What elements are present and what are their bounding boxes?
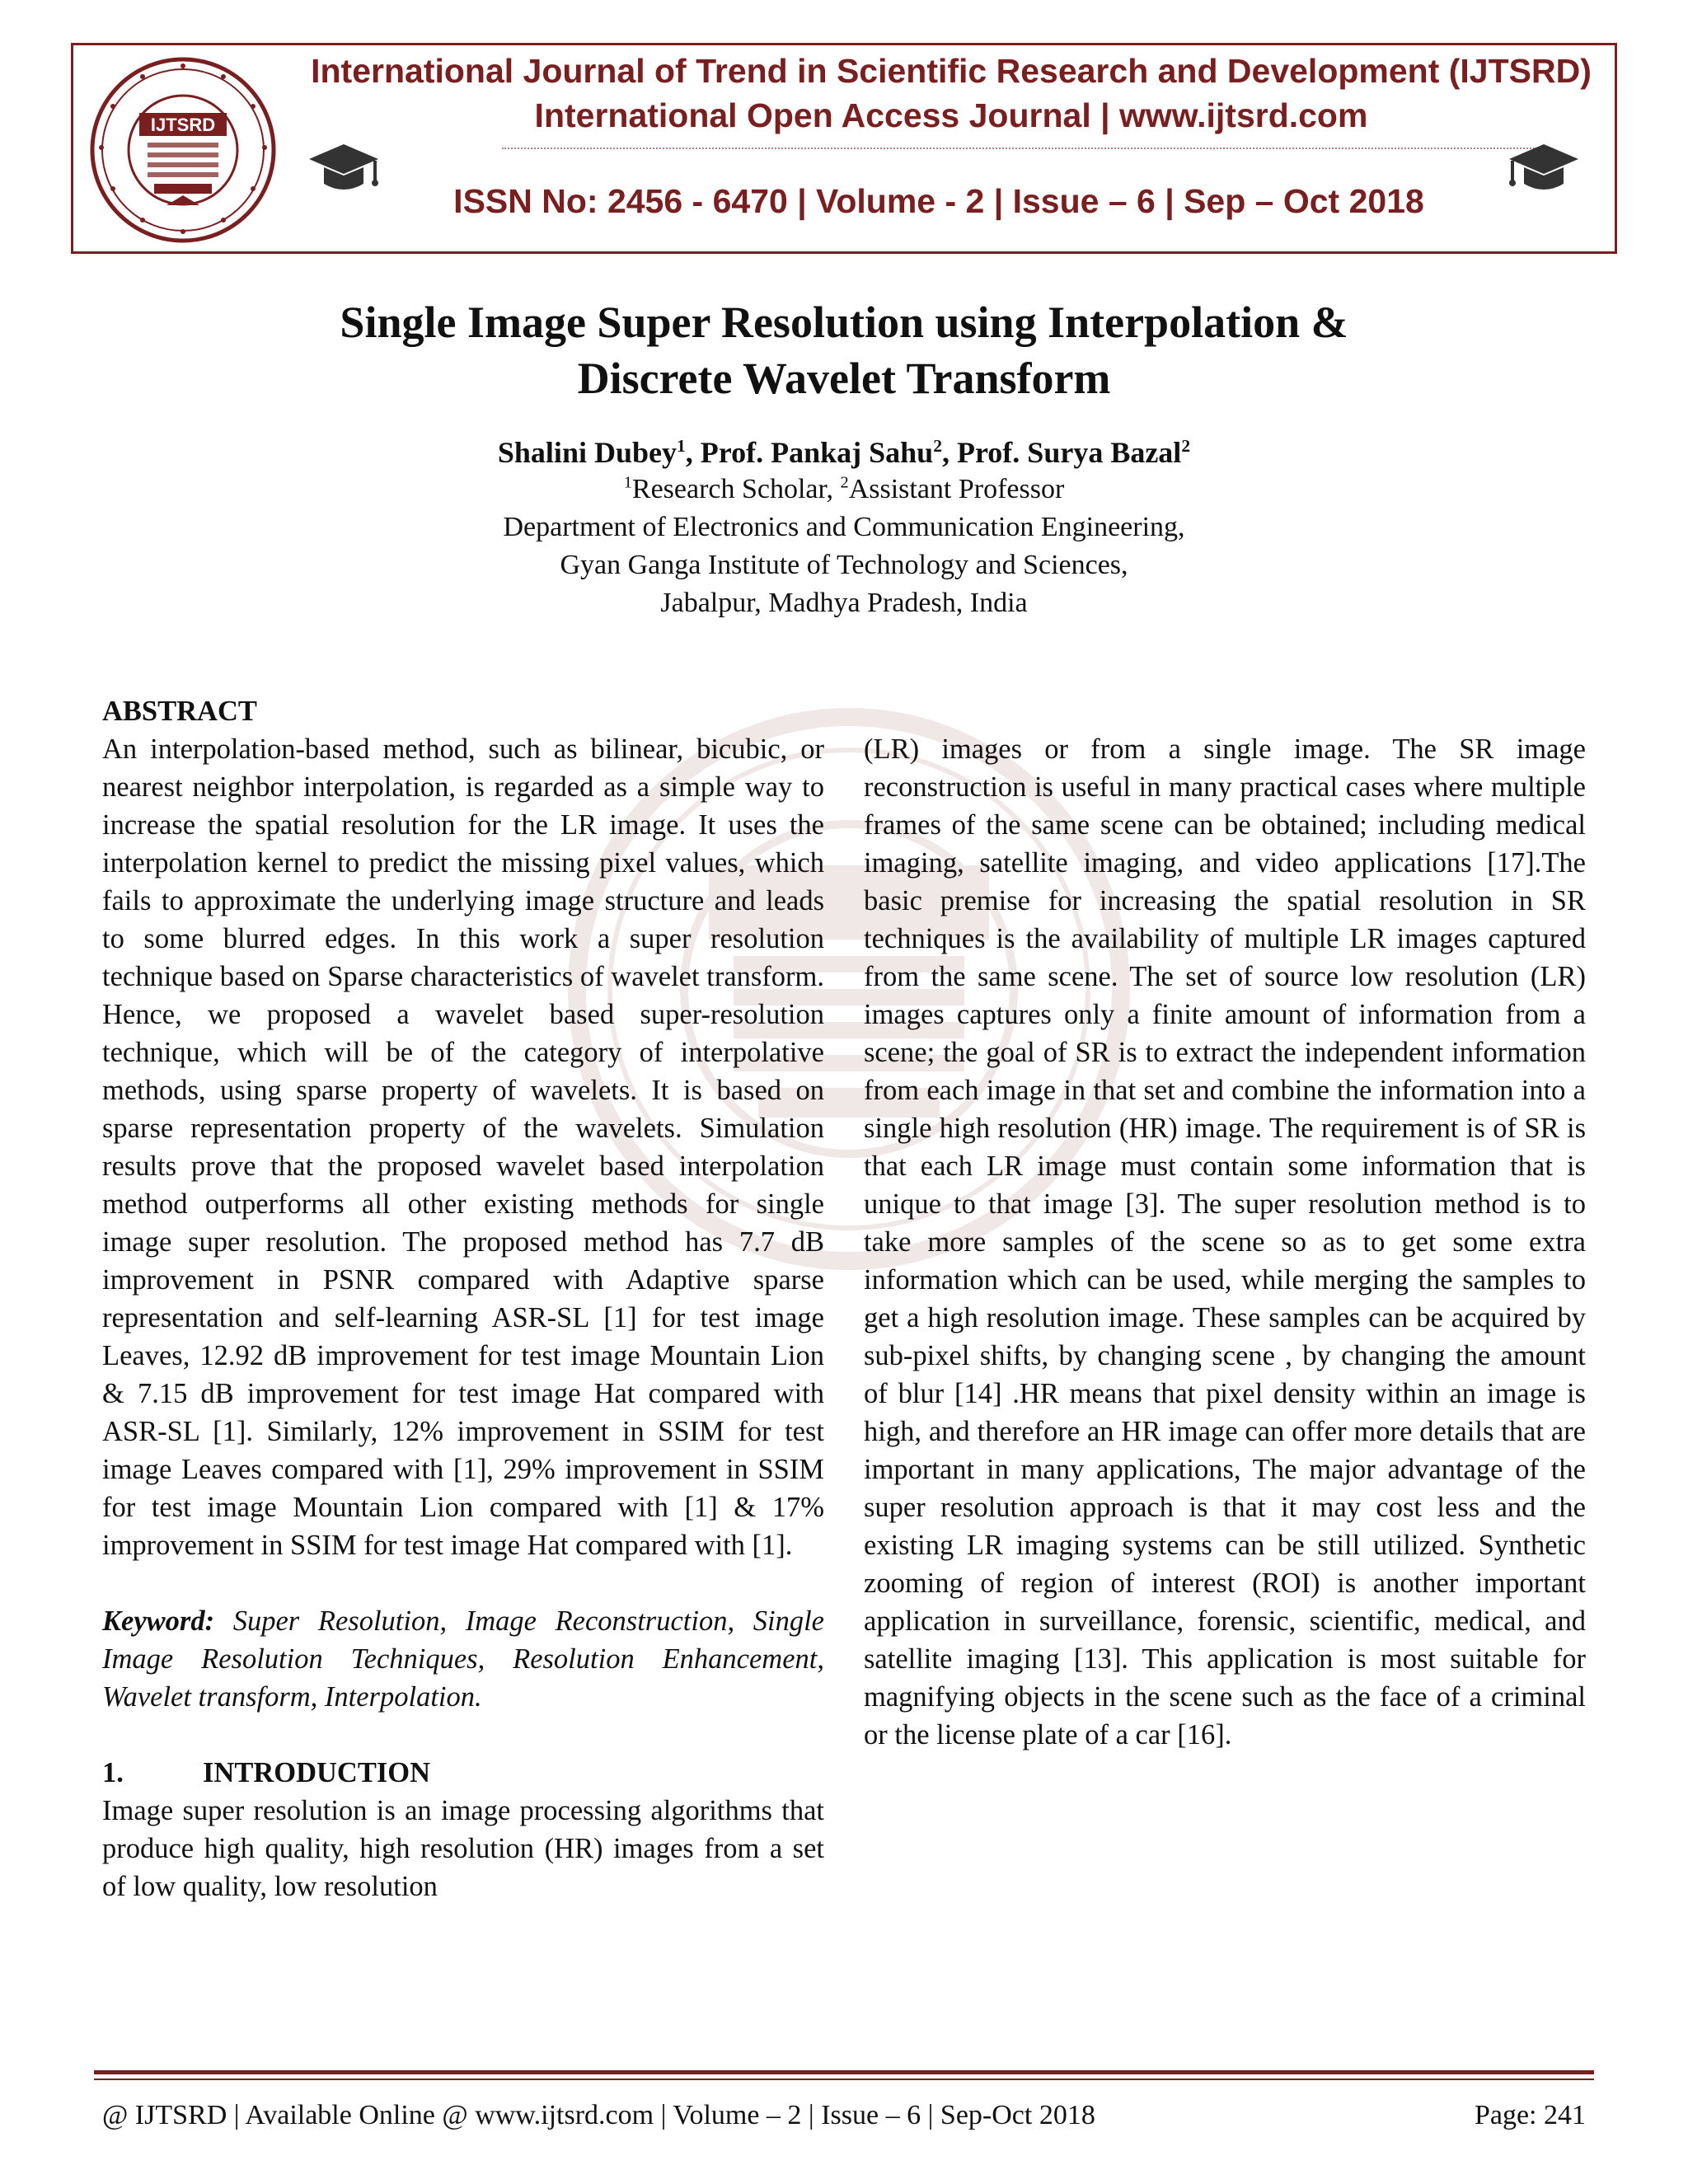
keywords-text: Super Resolution, Image Reconstruction, Single Image Resolution Techniques, Resolution Enhancement, Wavelet transform, Interpolation. bbox=[102, 1605, 824, 1713]
author-affiliation-mark: 1 bbox=[676, 436, 686, 456]
paper-title-line2: Discrete Wavelet Transform bbox=[577, 354, 1111, 403]
location: Jabalpur, Madhya Pradesh, India bbox=[660, 588, 1028, 618]
footer-rule-thin bbox=[94, 2079, 1594, 2080]
role-mark: 2 bbox=[840, 473, 849, 492]
author-list bbox=[0, 435, 1688, 470]
paper-title: Single Image Super Resolution using Interpolation & bbox=[340, 298, 1348, 347]
left-column bbox=[102, 692, 824, 1905]
author-affiliation-mark: 2 bbox=[1181, 436, 1191, 456]
introduction-heading bbox=[102, 1754, 824, 1792]
role-research-scholar: Research Scholar, bbox=[631, 474, 841, 504]
journal-subtitle-url: International Open Access Journal | www.ijtsrd.com bbox=[534, 96, 1368, 134]
section-number: 1. bbox=[102, 1757, 124, 1788]
introduction-text: Image super resolution is an image processing algorithms that produce high quality, high resolution (HR) images from a set of low quality, low resolution bbox=[102, 1795, 824, 1902]
author-name: Shalini Dubey bbox=[497, 436, 677, 469]
author-roles bbox=[0, 474, 1688, 505]
journal-header bbox=[71, 43, 1617, 254]
journal-name: International Journal of Trend in Scientific Research and Development (IJTSRD) bbox=[311, 52, 1592, 90]
issn-volume-issue: ISSN No: 2456 - 6470 | Volume - 2 | Issue – 6 | Sep – Oct 2018 bbox=[453, 182, 1424, 220]
footer-rule bbox=[94, 2070, 1594, 2074]
page-number: Page: 241 bbox=[1474, 2100, 1586, 2130]
header-divider bbox=[502, 148, 1540, 149]
author-name: Prof. Surya Bazal bbox=[956, 436, 1182, 469]
role-mark: 1 bbox=[623, 473, 632, 492]
institute: Gyan Ganga Institute of Technology and Sciences, bbox=[560, 550, 1128, 580]
graduation-cap-icon bbox=[1507, 138, 1582, 204]
abstract-text: An interpolation-based method, such as bilinear, bicubic, or nearest neighbor interpolation, is regarded as a simple way to increase the spatial resolution for the LR image. It uses the interpolation kernel to predict the missing pixel values, which fails to approximate the underlying image structure and leads to some blurred edges. In this work a super resolution technique based on Sparse characteristics of wavelet transform. Hence, we proposed a wavelet based super-resolution technique, which will be of the category of interpolative methods, using sparse property of wavelets. It is based on sparse representation property of the wavelets. Simulation results prove that the proposed wavelet based interpolation method outperforms all other existing methods for single image super resolution. The proposed method has 7.7 dB improvement in PSNR compared with Adaptive sparse representation and self-learning ASR-SL [1] for test image Leaves, 12.92 dB improvement for test image Mountain Lion & 7.15 dB improvement for test image Hat compared with ASR-SL [1]. Similarly, 12% improvement in SSIM for test image Leaves compared with [1], 29% improvement in SSIM for test image Mountain Lion compared with [1] & 17% improvement in SSIM for test image Hat compared with [1]. bbox=[102, 733, 824, 1561]
abstract-heading: ABSTRACT bbox=[102, 696, 257, 727]
author-affiliation-mark: 2 bbox=[933, 436, 942, 456]
svg-text:IJTSRD: IJTSRD bbox=[150, 115, 216, 135]
author-separator: , bbox=[941, 436, 957, 469]
author-name: Prof. Pankaj Sahu bbox=[700, 436, 934, 469]
right-column bbox=[864, 730, 1586, 1754]
keywords bbox=[102, 1602, 824, 1716]
page-footer bbox=[102, 2100, 1586, 2131]
role-assistant-professor: Assistant Professor bbox=[848, 474, 1065, 504]
department: Department of Electronics and Communication Engineering, bbox=[503, 512, 1185, 542]
author-separator: , bbox=[685, 436, 701, 469]
section-title: INTRODUCTION bbox=[203, 1757, 431, 1788]
introduction-text-continued: (LR) images or from a single image. The SR image reconstruction is useful in many practical cases where multiple frames of the same scene can be obtained; including medical imaging, satellite imaging, and video applications [17].The basic premise for increasing the spatial resolution in SR techniques is the availability of multiple LR images captured from the same scene. The set of source low resolution (LR) images captures only a finite amount of information from a scene; the goal of SR is to extract the independent information from each image in that set and combine the information into a single high resolution (HR) image. The requirement is of SR is that each LR image must contain some information that is unique to that image [3]. The super resolution method is to take more samples of the scene so as to get some extra information which can be used, while merging the samples to get a high resolution image. These samples can be acquired by sub-pixel shifts, by changing scene , by changing the amount of blur [14] .HR means that pixel density within an image is high, and therefore an HR image can offer more details that are important in many applications, The major advantage of the super resolution approach is that it may cost less and the existing LR imaging systems can be still utilized. Synthetic zooming of region of interest (ROI) is another important application in surveillance, forensic, scientific, medical, and satellite imaging [13]. This application is most suitable for magnifying objects in the scene such as the face of a criminal or the license plate of a car [16]. bbox=[864, 733, 1586, 1750]
graduation-cap-icon bbox=[306, 138, 380, 204]
footer-text: @ IJTSRD | Available Online @ www.ijtsrd.com | Volume – 2 | Issue – 6 | Sep-Oct 2018 bbox=[102, 2100, 1095, 2130]
keywords-label: Keyword: bbox=[102, 1605, 215, 1637]
